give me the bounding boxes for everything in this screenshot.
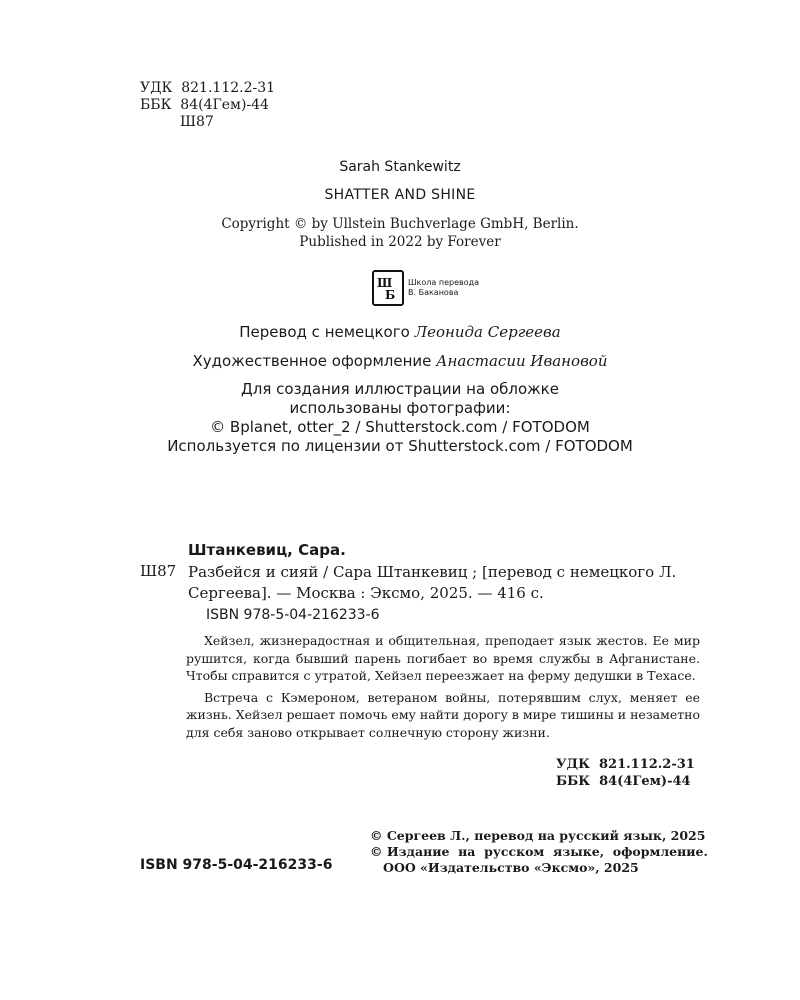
rights-line-1: © Сергеев Л., перевод на русский язык, 2025 bbox=[370, 828, 706, 843]
card-description: Разбейся и сияй / Сара Штанкевиц ; [перевод с немецкого Л. Сергеева]. — Москва : Эксмо, 2025. — 416 с. bbox=[188, 563, 677, 602]
translation-school-logo bbox=[372, 270, 479, 306]
card-isbn: ISBN 978-5-04-216233-6 bbox=[206, 607, 380, 623]
author-mark: Ш87 bbox=[180, 114, 214, 130]
annotation bbox=[186, 632, 700, 745]
rights-line-2: © Издание на русском языке, оформление. bbox=[370, 844, 708, 859]
license-line: Используется по лицензии от Shutterstock.com / FOTODOM bbox=[167, 437, 633, 455]
logo-emblem-icon bbox=[376, 274, 400, 302]
original-author: Sarah Stankewitz bbox=[339, 159, 461, 175]
photo-credit bbox=[0, 380, 800, 456]
rights-line-3: ООО «Издательство «Эксмо», 2025 bbox=[370, 860, 639, 875]
logo-emblem bbox=[372, 270, 404, 306]
photo-credit-line-1: Для создания иллюстрации на обложке bbox=[241, 380, 559, 398]
design-credit bbox=[0, 351, 800, 372]
translator-name: Леонида Сергеева bbox=[414, 323, 561, 341]
logo-caption-line-2: В. Баканова bbox=[408, 288, 459, 297]
card-author-heading: Штанкевиц, Сара. bbox=[188, 541, 346, 559]
photo-credit-line-3: © Bplanet, otter_2 / Shutterstock.com / FOTODOM bbox=[210, 418, 590, 436]
copyright-line-2: Published in 2022 by Forever bbox=[299, 234, 501, 250]
design-prefix: Художественное оформление bbox=[192, 352, 437, 370]
card-author-code: Ш87 bbox=[140, 562, 177, 580]
copyright-line-1: Copyright © by Ullstein Buchverlage GmbH, Berlin. bbox=[221, 216, 579, 232]
book-isbn: ISBN 978-5-04-216233-6 bbox=[140, 857, 333, 873]
udk-code: УДК 821.112.2-31 bbox=[140, 80, 276, 96]
translation-prefix: Перевод с немецкого bbox=[239, 323, 415, 341]
card-classification bbox=[556, 756, 695, 790]
rights-block bbox=[370, 828, 708, 876]
logo-caption-line-1: Школа перевода bbox=[408, 278, 480, 287]
credits-block bbox=[0, 322, 800, 456]
original-copyright bbox=[0, 215, 800, 251]
bbk-code: ББК 84(4Гем)-44 bbox=[140, 97, 269, 113]
svg-text:Ш: Ш bbox=[377, 276, 393, 290]
svg-text:Б: Б bbox=[385, 288, 396, 302]
card-bbk: ББК 84(4Гем)-44 bbox=[556, 774, 691, 789]
designer-name: Анастасии Ивановой bbox=[436, 352, 608, 370]
annotation-paragraph-1: Хейзел, жизнерадостная и общительная, преподает язык жестов. Ее мир рушится, когда бывший парень погибает во время службы в Афганистане. Чтобы справится с утратой, Хейзел переезжает на ферму дедушки в Техасе. bbox=[186, 633, 700, 683]
original-title: SHATTER AND SHINE bbox=[324, 187, 476, 203]
card-udk: УДК 821.112.2-31 bbox=[556, 757, 695, 772]
annotation-paragraph-2: Встреча с Кэмероном, ветераном войны, потерявшим слух, меняет ее жизнь. Хейзел решает помочь ему найти дорогу в мире тишины и незаметно для себя заново открывает солнечную сторону жизни. bbox=[186, 689, 700, 740]
logo-caption bbox=[408, 278, 479, 298]
classification-block bbox=[140, 80, 275, 131]
photo-credit-line-2: использованы фотографии: bbox=[289, 399, 511, 417]
translation-credit bbox=[0, 322, 800, 343]
